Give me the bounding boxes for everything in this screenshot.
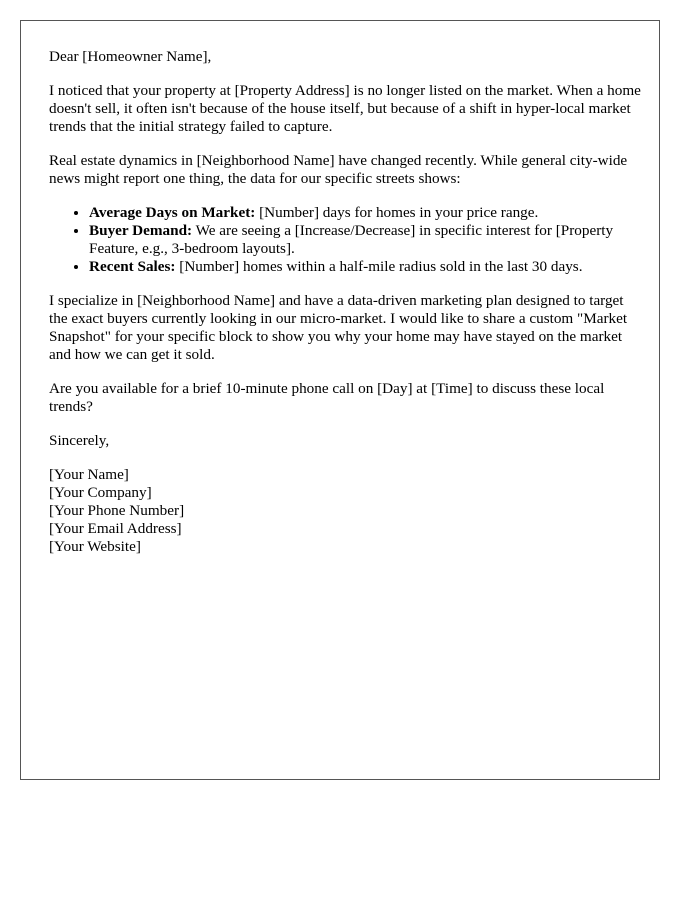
list-item-text: [Number] days for homes in your price range. [255,204,539,221]
signature-block [49,466,641,556]
signature-company: [Your Company] [49,484,152,501]
intro-paragraph: I noticed that your property at [Property Address] is no longer listed on the market. When a home doesn't sell, it often isn't because of the house itself, but because of a shift in hyper-local market trends that the initial strategy failed to capture. [49,82,641,135]
signature-phone: [Your Phone Number] [49,502,185,519]
letter-frame [20,20,660,780]
list-item-label: Average Days on Market: [89,204,256,221]
signature-website: [Your Website] [49,538,141,555]
signature-name: [Your Name] [49,466,129,483]
list-item [89,222,641,258]
market-stats-list [49,204,641,276]
market-dynamics-paragraph: Real estate dynamics in [Neighborhood Name] have changed recently. While general city-wide news might report one thing, the data for our specific streets shows: [49,152,628,187]
specialization-paragraph: I specialize in [Neighborhood Name] and have a data-driven marketing plan designed to target the exact buyers currently looking in our micro-market. I would like to share a custom "Market Snapshot" for your specific block to show you why your home may have stayed on the market and how we can get it sold. [49,292,628,363]
greeting: Dear [Homeowner Name], [49,48,212,65]
letter-body [49,48,641,556]
list-item [89,204,641,222]
closing: Sincerely, [49,432,110,449]
list-item-text: We are seeing a [Increase/Decrease] in specific interest for [Property Feature, e.g., 3-bedroom layouts]. [89,222,614,257]
list-item [89,258,641,276]
list-item-label: Buyer Demand: [89,222,193,239]
call-to-action-paragraph: Are you available for a brief 10-minute phone call on [Day] at [Time] to discuss these local trends? [49,380,605,415]
list-item-label: Recent Sales: [89,258,176,275]
list-item-text: [Number] homes within a half-mile radius sold in the last 30 days. [175,258,583,275]
signature-email: [Your Email Address] [49,520,182,537]
